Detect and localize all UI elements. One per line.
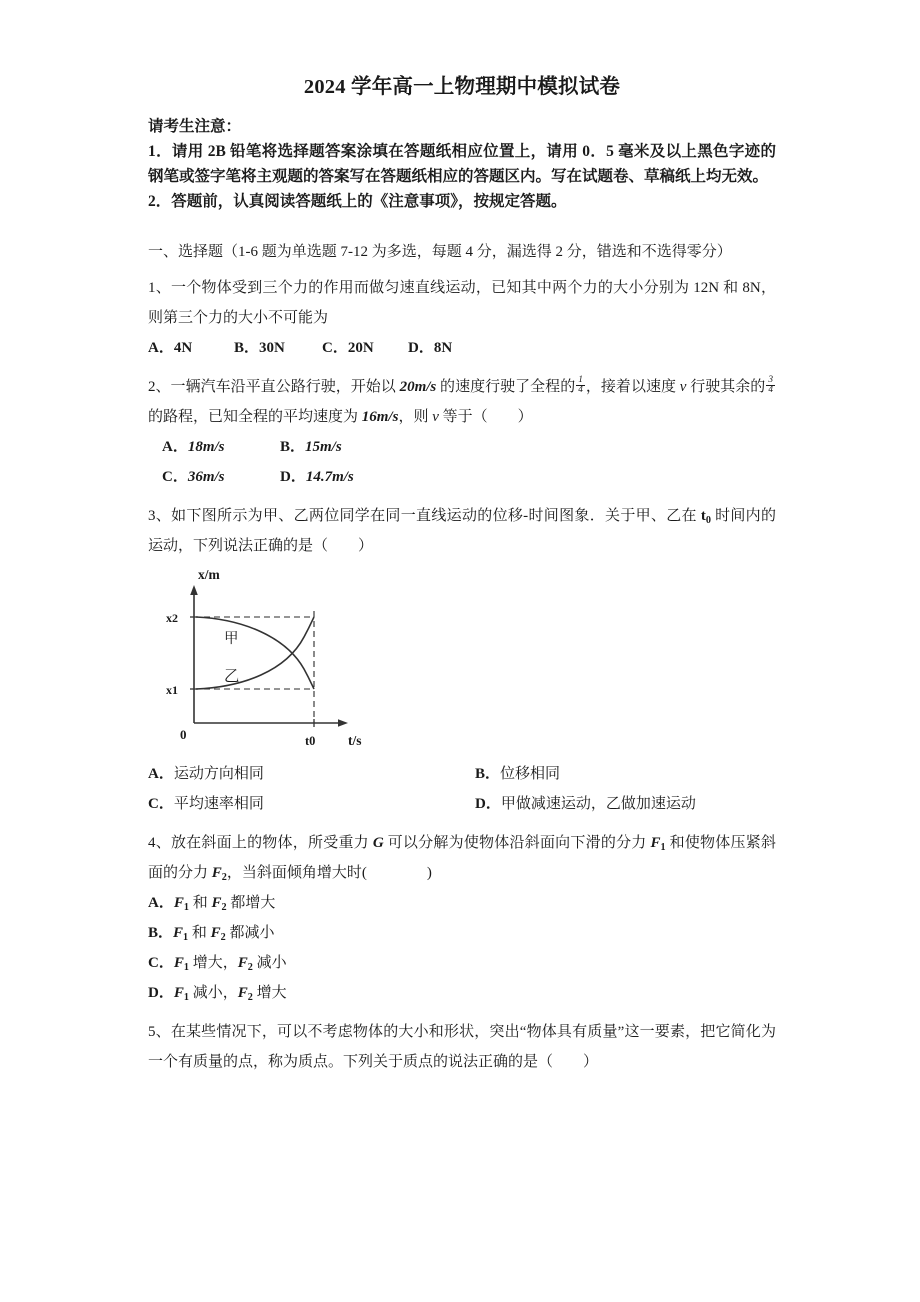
option-4-b[interactable]: B．$F_1$ 和 $F_2$ 都减小 (148, 925, 275, 944)
option-4-c[interactable]: C．$F_1$ 增大，$F_2$ 减小 (148, 955, 287, 974)
question-4-number: 4、 (148, 835, 171, 852)
x-axis-label: t/s (348, 733, 362, 749)
question-5-number: 5、 (148, 1024, 171, 1041)
y-axis-label: x/m (198, 567, 220, 583)
curve-label-yi: 乙 (224, 668, 240, 686)
question-5-stem: 5、在某些情况下，可以不考虑物体的大小和形状，突出“物体具有质量”这一要素，把它简化为一个有质量的点，称为质点。下列关于质点的说法正确的是（ ） (148, 1024, 776, 1071)
question-1-number: 1、 (148, 280, 171, 297)
question-1-stem: 1、一个物体受到三个力的作用而做匀速直线运动，已知其中两个力的大小分别为 12N 和 8N，则第三个力的大小不可能为 (148, 280, 776, 327)
section-heading: 一、选择题（1-6 题为单选题 7-12 为多选，每题 4 分，漏选得 2 分，错选和不选得零分） (148, 244, 732, 261)
option-2-d[interactable]: D．14.7m/s (280, 469, 354, 486)
option-3-a[interactable]: A．运动方向相同 (148, 766, 264, 783)
question-2-options-row-1 (148, 432, 776, 462)
option-2-b[interactable]: B．15m/s (280, 439, 342, 456)
option-3-c[interactable]: C．平均速率相同 (148, 796, 264, 813)
option-3-b[interactable]: B．位移相同 (475, 766, 561, 783)
position-time-graph-svg (158, 565, 408, 757)
page-content (148, 74, 776, 1077)
question-4-stem: 4、放在斜面上的物体，所受重力 G 可以分解为使物体沿斜面向下滑的分力 $F_1$ 和使物体压紧斜面的分力 $F_2$，当斜面倾角增大时( ) (148, 835, 776, 884)
option-2-c[interactable]: C．36m/s (162, 469, 225, 486)
y-axis-arrow (190, 585, 198, 595)
fraction-three-quarters: $\frac{3}{4}$ (768, 375, 773, 396)
question-2-number: 2、 (148, 379, 171, 396)
question-2-options-row-2 (148, 462, 776, 492)
option-1-c[interactable]: C．20N (322, 340, 374, 357)
option-3-d[interactable]: D．甲做减速运动，乙做加速运动 (475, 796, 696, 813)
option-4-d[interactable]: D．$F_1$ 减小，$F_2$ 增大 (148, 985, 287, 1004)
curve-yi (196, 617, 314, 689)
notice-item-2: 2．答题前，认真阅读答题纸上的《注意事项》，按规定答题。 (148, 192, 567, 210)
question-3-options-row-2 (148, 789, 776, 819)
option-1-b[interactable]: B．30N (234, 340, 285, 357)
origin-label: 0 (180, 727, 187, 743)
notice-item-1: 1．请用 2B 铅笔将选择题答案涂填在答题纸相应位置上，请用 0．5 毫米及以上黑色字迹的钢笔或签字笔将主观题的答案写在答题纸相应的答题区内。写在试题卷、草稿纸上均无效。 (148, 142, 776, 185)
question-2-stem: 2、一辆汽车沿平直公路行驶，开始以 20m/s 的速度行驶了全程的 $\frac{1}{4}$ ，接着以速度 v 行驶其余的 $\frac{3}{4}$ 的路程，已知全程的平均速度为 16m/s，则 v 等于（ ） (148, 375, 773, 426)
tick-label-x2: x2 (166, 611, 178, 626)
tick-label-x1: x1 (166, 683, 178, 698)
question-1-options (148, 333, 776, 363)
option-2-a[interactable]: A．18m/s (162, 439, 225, 456)
question-3-number: 3、 (148, 508, 172, 525)
option-1-d[interactable]: D．8N (408, 340, 453, 357)
option-1-a[interactable]: A．4N (148, 340, 193, 357)
question-3-options-row-1 (148, 759, 776, 789)
tick-label-t0: t0 (305, 734, 316, 749)
fraction-one-quarter: $\frac{1}{4}$ (578, 375, 583, 396)
question-3-stem: 3、如下图所示为甲、乙两位同学在同一直线运动的位移-时间图象．关于甲、乙在 $t_0$ 时间内的运动，下列说法正确的是（ ） (148, 508, 776, 555)
position-time-graph-figure (148, 565, 776, 757)
notice-heading: 请考生注意： (148, 117, 242, 135)
curve-label-jia: 甲 (224, 631, 239, 648)
x-axis-arrow (338, 720, 348, 728)
page-title: 2024 学年高一上物理期中模拟试卷 (303, 76, 621, 98)
option-4-a[interactable]: A．$F_1$ 和 $F_2$ 都增大 (148, 895, 276, 914)
